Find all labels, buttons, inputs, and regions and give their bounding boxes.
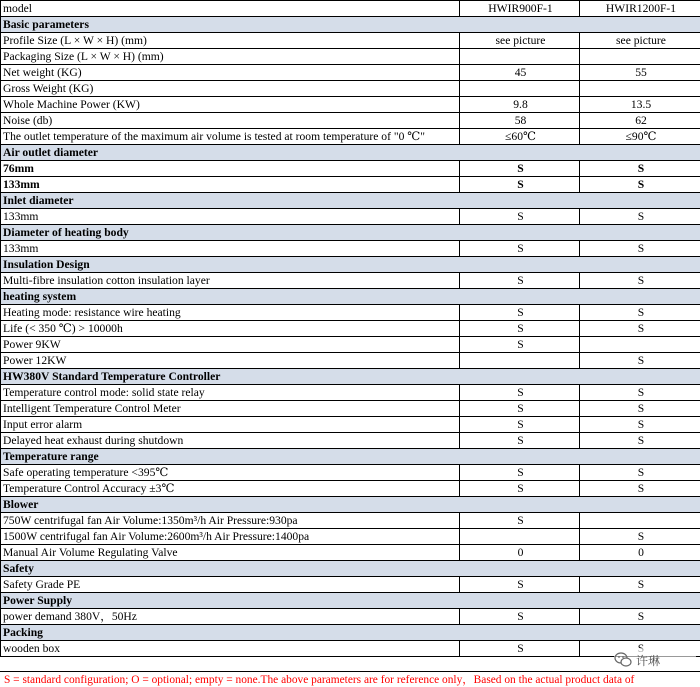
- row-value-hwir900f: S: [460, 609, 580, 625]
- row-value-hwir1200f: ≤90℃: [580, 129, 700, 145]
- header-hwir900f: HWIR900F-1: [460, 1, 580, 17]
- table-row: [1, 481, 700, 497]
- section-row: [1, 145, 700, 161]
- footer-note: S = standard configuration; O = optional; empty = none.The above parameters are for reference only，Based on the actual product data of: [0, 671, 700, 687]
- row-label: Manual Air Volume Regulating Valve: [1, 545, 460, 561]
- table-row: [1, 401, 700, 417]
- row-value-hwir900f: S: [460, 337, 580, 353]
- section-label: Packing: [1, 625, 700, 641]
- section-row: [1, 497, 700, 513]
- row-label: 750W centrifugal fan Air Volume:1350m³/h Air Pressure:930pa: [1, 513, 460, 529]
- row-value-hwir1200f: S: [580, 305, 700, 321]
- row-label: Temperature Control Accuracy ±3℃: [1, 481, 460, 497]
- header-model: model: [1, 1, 460, 17]
- row-value-hwir900f: [460, 49, 580, 65]
- row-value-hwir900f: S: [460, 305, 580, 321]
- table-row: [1, 641, 700, 657]
- row-label: Multi-fibre insulation cotton insulation layer: [1, 273, 460, 289]
- row-label: Safety Grade PE: [1, 577, 460, 593]
- section-row: [1, 289, 700, 305]
- row-label: Noise (db): [1, 113, 460, 129]
- row-value-hwir900f: S: [460, 433, 580, 449]
- table-row: [1, 65, 700, 81]
- row-value-hwir1200f: S: [580, 209, 700, 225]
- row-value-hwir900f: S: [460, 209, 580, 225]
- section-label: Insulation Design: [1, 257, 700, 273]
- row-label: 76mm: [1, 161, 460, 177]
- row-value-hwir900f: S: [460, 513, 580, 529]
- table-row: [1, 465, 700, 481]
- section-label: Inlet diameter: [1, 193, 700, 209]
- section-row: [1, 561, 700, 577]
- row-label: Whole Machine Power (KW): [1, 97, 460, 113]
- table-row: [1, 417, 700, 433]
- header-row: [1, 1, 700, 17]
- table-row: [1, 177, 700, 193]
- row-label: Life (< 350 ℃) > 10000h: [1, 321, 460, 337]
- table-row: [1, 33, 700, 49]
- row-label: Power 9KW: [1, 337, 460, 353]
- row-label: Input error alarm: [1, 417, 460, 433]
- section-row: [1, 625, 700, 641]
- row-label: Safe operating temperature <395℃: [1, 465, 460, 481]
- row-label: Temperature control mode: solid state relay: [1, 385, 460, 401]
- table-row: [1, 433, 700, 449]
- section-row: [1, 225, 700, 241]
- row-value-hwir900f: S: [460, 385, 580, 401]
- watermark-text: 许琳: [636, 653, 661, 668]
- row-label: 1500W centrifugal fan Air Volume:2600m³/h Air Pressure:1400pa: [1, 529, 460, 545]
- section-label: Power Supply: [1, 593, 700, 609]
- header-hwir1200f: HWIR1200F-1: [580, 1, 700, 17]
- row-value-hwir1200f: S: [580, 609, 700, 625]
- row-value-hwir900f: [460, 353, 580, 369]
- row-label: 133mm: [1, 209, 460, 225]
- row-value-hwir900f: S: [460, 465, 580, 481]
- row-value-hwir1200f: S: [580, 385, 700, 401]
- row-value-hwir900f: [460, 529, 580, 545]
- table-row: [1, 513, 700, 529]
- row-value-hwir900f: S: [460, 417, 580, 433]
- row-value-hwir900f: see picture: [460, 33, 580, 49]
- row-value-hwir1200f: S: [580, 321, 700, 337]
- row-label: wooden box: [1, 641, 460, 657]
- row-value-hwir900f: ≤60℃: [460, 129, 580, 145]
- row-value-hwir1200f: [580, 81, 700, 97]
- table-row: [1, 577, 700, 593]
- row-value-hwir1200f: [580, 49, 700, 65]
- row-value-hwir900f: S: [460, 481, 580, 497]
- row-value-hwir1200f: S: [580, 417, 700, 433]
- table-row: [1, 353, 700, 369]
- section-label: Air outlet diameter: [1, 145, 700, 161]
- row-label: Power 12KW: [1, 353, 460, 369]
- table-row: [1, 241, 700, 257]
- row-value-hwir1200f: see picture: [580, 33, 700, 49]
- section-label: Diameter of heating body: [1, 225, 700, 241]
- row-value-hwir900f: S: [460, 177, 580, 193]
- table-row: [1, 609, 700, 625]
- watermark: [614, 648, 696, 672]
- table-row: [1, 49, 700, 65]
- row-value-hwir900f: S: [460, 161, 580, 177]
- row-value-hwir900f: 9.8: [460, 97, 580, 113]
- row-value-hwir900f: 0: [460, 545, 580, 561]
- table-row: [1, 97, 700, 113]
- row-value-hwir1200f: 0: [580, 545, 700, 561]
- row-value-hwir1200f: S: [580, 465, 700, 481]
- row-value-hwir900f: [460, 81, 580, 97]
- row-value-hwir900f: 45: [460, 65, 580, 81]
- section-label: HW380V Standard Temperature Controller: [1, 369, 700, 385]
- table-row: [1, 161, 700, 177]
- row-value-hwir1200f: 13.5: [580, 97, 700, 113]
- table-row: [1, 337, 700, 353]
- row-label: Packaging Size (L × W × H) (mm): [1, 49, 460, 65]
- row-value-hwir900f: S: [460, 401, 580, 417]
- table-row: [1, 545, 700, 561]
- row-value-hwir1200f: S: [580, 241, 700, 257]
- row-label: power demand 380V，50Hz: [1, 609, 460, 625]
- row-value-hwir1200f: S: [580, 401, 700, 417]
- row-value-hwir1200f: S: [580, 481, 700, 497]
- row-value-hwir1200f: 55: [580, 65, 700, 81]
- table-row: [1, 209, 700, 225]
- table-row: [1, 81, 700, 97]
- row-value-hwir1200f: [580, 513, 700, 529]
- table-row: [1, 385, 700, 401]
- section-label: Blower: [1, 497, 700, 513]
- row-label: Net weight (KG): [1, 65, 460, 81]
- row-label: Gross Weight (KG): [1, 81, 460, 97]
- section-row: [1, 369, 700, 385]
- row-value-hwir1200f: S: [580, 177, 700, 193]
- row-value-hwir900f: S: [460, 641, 580, 657]
- section-label: heating system: [1, 289, 700, 305]
- section-label: Temperature range: [1, 449, 700, 465]
- table-row: [1, 129, 700, 145]
- row-value-hwir1200f: S: [580, 529, 700, 545]
- row-label: 133mm: [1, 241, 460, 257]
- table-row: [1, 529, 700, 545]
- row-value-hwir1200f: [580, 337, 700, 353]
- table-row: [1, 113, 700, 129]
- table-row: [1, 321, 700, 337]
- row-label: The outlet temperature of the maximum air volume is tested at room temperature of "0 ℃": [1, 129, 460, 145]
- section-row: [1, 449, 700, 465]
- row-label: Heating mode: resistance wire heating: [1, 305, 460, 321]
- row-value-hwir1200f: S: [580, 577, 700, 593]
- table-row: [1, 273, 700, 289]
- row-label: Intelligent Temperature Control Meter: [1, 401, 460, 417]
- row-value-hwir1200f: S: [580, 433, 700, 449]
- row-value-hwir900f: S: [460, 577, 580, 593]
- section-row: [1, 593, 700, 609]
- row-value-hwir1200f: S: [580, 353, 700, 369]
- row-label: Delayed heat exhaust during shutdown: [1, 433, 460, 449]
- row-value-hwir1200f: S: [580, 273, 700, 289]
- row-label: Profile Size (L × W × H) (mm): [1, 33, 460, 49]
- row-value-hwir900f: S: [460, 241, 580, 257]
- row-value-hwir900f: S: [460, 321, 580, 337]
- table-row: [1, 305, 700, 321]
- row-value-hwir1200f: S: [580, 161, 700, 177]
- row-value-hwir900f: 58: [460, 113, 580, 129]
- row-value-hwir900f: S: [460, 273, 580, 289]
- row-value-hwir1200f: 62: [580, 113, 700, 129]
- wechat-icon: [614, 652, 632, 668]
- section-row: [1, 17, 700, 33]
- section-label: Safety: [1, 561, 700, 577]
- section-row: [1, 257, 700, 273]
- section-row: [1, 193, 700, 209]
- row-label: 133mm: [1, 177, 460, 193]
- section-label: Basic parameters: [1, 17, 700, 33]
